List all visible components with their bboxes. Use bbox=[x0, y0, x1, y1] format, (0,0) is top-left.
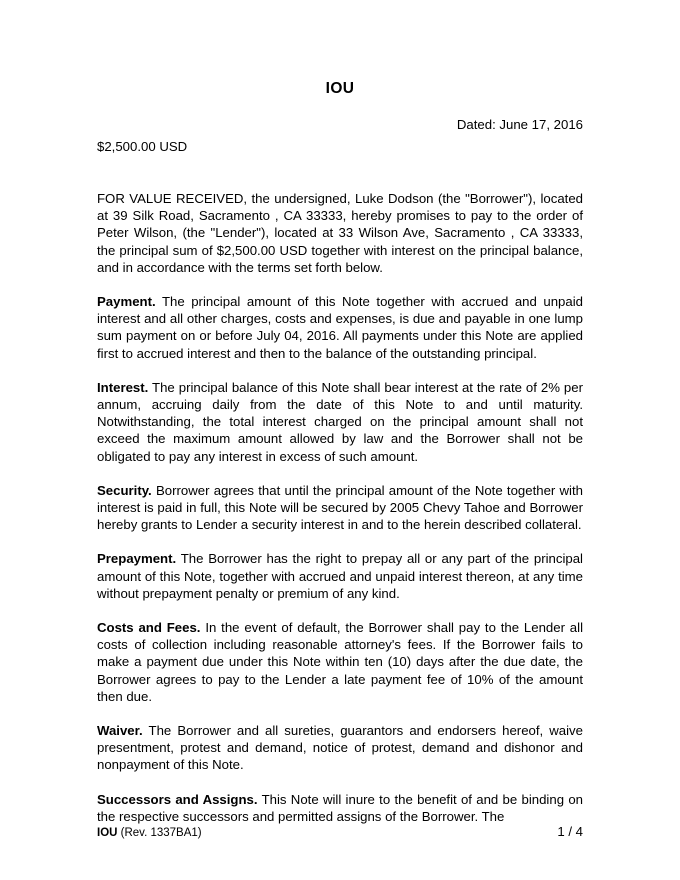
section-payment-heading: Payment. bbox=[97, 294, 156, 310]
section-payment bbox=[97, 276, 583, 362]
footer-form-label bbox=[97, 826, 202, 841]
section-waiver-heading: Waiver. bbox=[97, 723, 143, 739]
footer-revision: (Rev. 1337BA1) bbox=[120, 827, 202, 839]
section-security bbox=[97, 465, 583, 534]
section-waiver-body: The Borrower and all sureties, guarantors and endorsers hereof, waive presentment, protest and demand, notice of protest, demand and dishonor and nonpayment of this Note. bbox=[97, 723, 583, 773]
intro-paragraph: FOR VALUE RECEIVED, the undersigned, Luke Dodson (the "Borrower"), located at 39 Silk Road, Sacramento , CA 33333, hereby promises to pay to the order of Peter Wilson, (the "Lender"), located at 33 Wilson Ave, Sacramento , CA 33333, the principal sum of $2,500.00 USD together with interest on the principal balance, and in accordance with the terms set forth below. bbox=[97, 191, 583, 275]
section-waiver bbox=[97, 705, 583, 774]
document-body bbox=[97, 0, 583, 825]
section-interest-heading: Interest. bbox=[97, 379, 149, 395]
document-date: Dated: June 17, 2016 bbox=[456, 117, 583, 132]
section-prepayment-heading: Prepayment. bbox=[97, 551, 177, 567]
page-number: 1 / 4 bbox=[557, 824, 583, 839]
section-prepayment bbox=[97, 533, 583, 602]
section-successors-and-assigns bbox=[97, 774, 583, 825]
page-footer bbox=[97, 824, 583, 841]
section-security-body: Borrower agrees that until the principal amount of the Note together with interest is paid in full, this Note will be secured by 2005 Chevy Tahoe and Borrower hereby grants to Lender a security interest in and to the herein described collateral. bbox=[97, 482, 583, 533]
section-costs-and-fees-heading: Costs and Fees. bbox=[97, 620, 201, 636]
page-title: IOU bbox=[325, 80, 355, 97]
section-payment-body: The principal amount of this Note together with accrued and unpaid interest and all other charges, costs and expenses, is due and payable in one lump sum payment on or before July 04, 2016. All payments under this Note are applied first to accrued interest and then to the balance of the outstanding principal. bbox=[97, 294, 583, 361]
section-costs-and-fees-body: In the event of default, the Borrower shall pay to the Lender all costs of collection including reasonable attorney's fees. If the Borrower fails to make a payment due under this Note within ten (10) days after the due date, the Borrower agrees to pay to the Lender a late payment fee of 10% of the amount then due. bbox=[97, 620, 583, 704]
footer-form-name: IOU bbox=[97, 827, 118, 839]
section-costs-and-fees bbox=[97, 602, 583, 705]
section-security-heading: Security. bbox=[97, 482, 152, 498]
section-successors-and-assigns-heading: Successors and Assigns. bbox=[97, 791, 258, 807]
section-interest bbox=[97, 362, 583, 465]
section-interest-body: The principal balance of this Note shall bear interest at the rate of 2% per annum, accruing daily from the date of this Note to and until maturity. Notwithstanding, the total interest charged on the principal amount shall not exceed the maximum amount allowed by law and the Borrower shall not be obligated to pay any interest in excess of such amount. bbox=[97, 379, 583, 464]
section-successors-and-assigns-body: This Note will inure to the benefit of and be binding on the respective successors and permitted assigns of the Borrower. The bbox=[97, 791, 583, 824]
principal-amount: $2,500.00 USD bbox=[97, 139, 188, 154]
section-prepayment-body: The Borrower has the right to prepay all or any part of the principal amount of this Note, together with accrued and unpaid interest thereon, at any time without prepayment penalty or premium of any kind. bbox=[97, 551, 583, 601]
